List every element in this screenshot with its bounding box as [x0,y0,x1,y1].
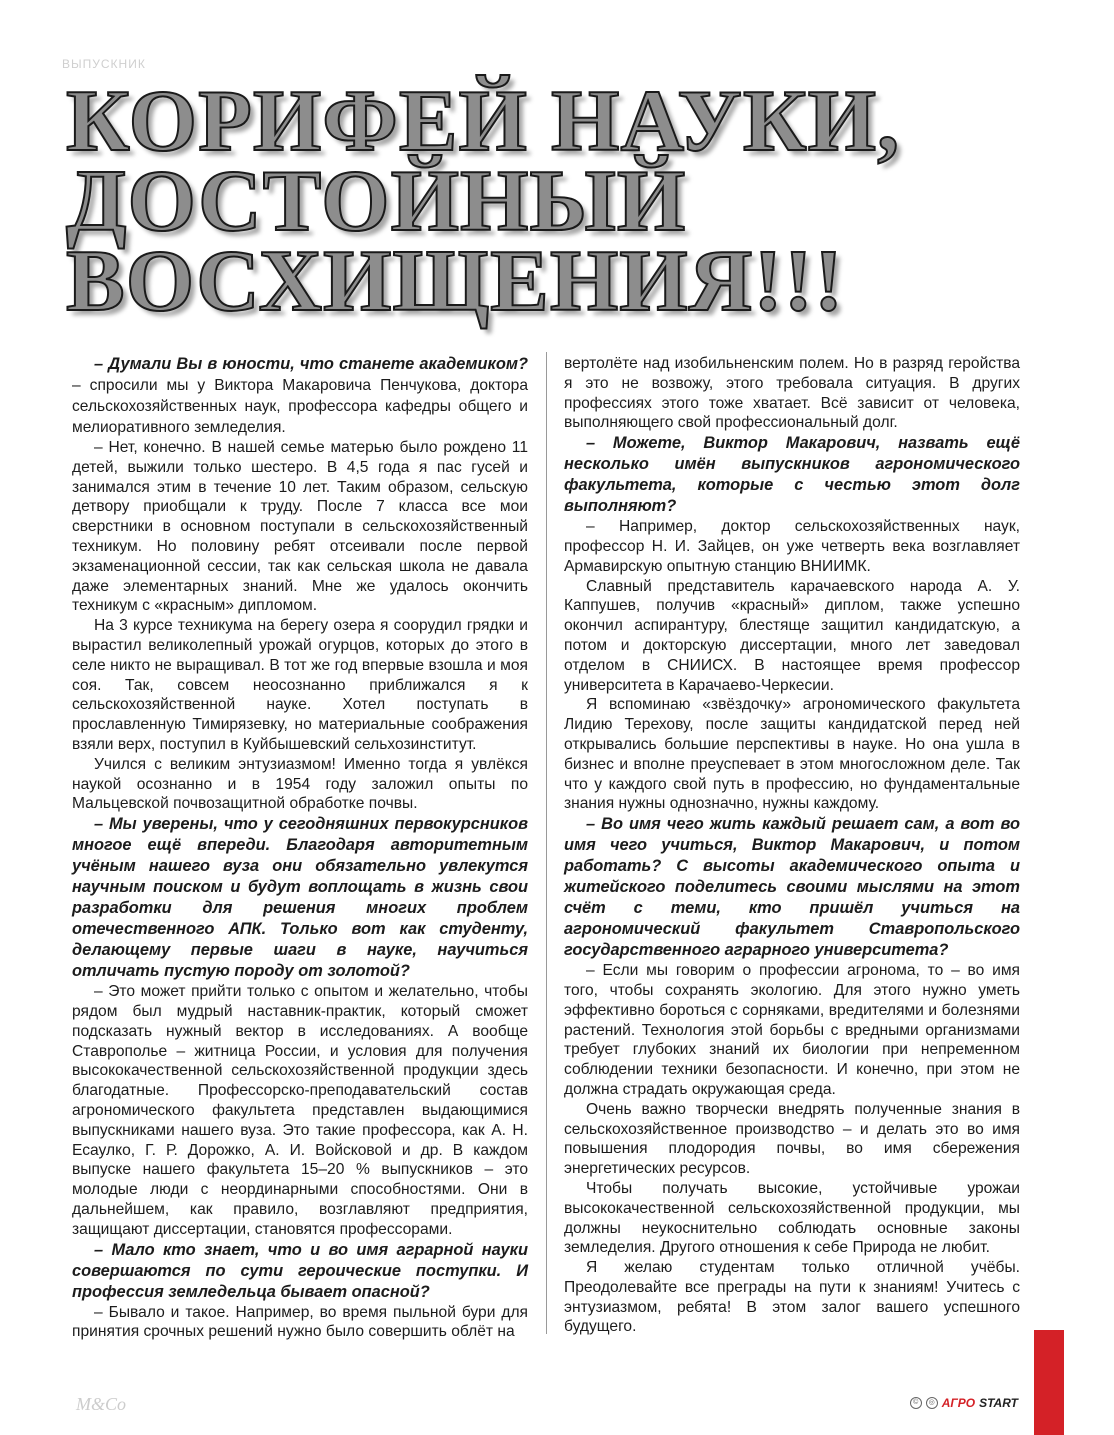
answer-paragraph: На 3 курсе техникума на берегу озера я соорудил грядки и вырастил великолепный урожай огурцов, которых до этого в селе никто не выращивал. В тот же год впервые взошла и моя соя. Так, совсем неосознанно приближался я к сельскохозяйственной науке. Хотел поступать в прославленную Тимирязевку, но материальные соображения взяли верх, поступил в Куйбышевский сельхозинститут. [72,617,528,753]
answer-paragraph: – Если мы говорим о профессии агронома, то – во имя того, чтобы сохранять экологию. Для этого нужно уметь эффективно бороться с сорняками, вредителями и болезнями растений. Технология этой борьбы с вредными организмами требует глубоких знаний их биологии при непременном соблюдении техники безопасности. И конечно, при этом не должна страдать окружающая среда. [564,962,1020,1098]
interview-question [72,814,528,982]
article-column-right [564,354,1020,1337]
answer-paragraph: – Нет, конечно. В нашей семье матерью было рождено 11 детей, выжили только шестеро. В 4,5 года я пас гусей и занимался этим в течение 10 лет. Таким образом, сельскую детвору приобщали к труду. После 7 класса все мои сверстники в основном поступали в сельскохозяйственный техникум. Но половину ребят отсеивали после первой экзаменационной сессии, так как сельская школа не давала даже элементарных знаний. Мне же удалось окончить техникум с «красным» дипломом. [72,439,528,615]
interview-question [564,814,1020,961]
circle-icon: © [910,1397,922,1409]
headline-line-2: ДОСТОЙНЫЙ [66,153,687,250]
column-divider [546,352,547,1334]
article-column-left [72,354,528,1342]
headline-line-3: ВОСХИЩЕНИЯ!!! [66,233,845,330]
answer-paragraph: – Например, доктор сельскохозяйственных наук, профессор Н. И. Зайцев, он уже четверть века возглавляет Армавирскую опытную станцию ВНИИМК. [564,518,1020,575]
answer-paragraph: – Это может прийти только с опытом и желательно, чтобы рядом был мудрый наставник-практик, который сможет подсказать нужный вектор в исследованиях. А вообще Ставрополье – житница России, и условия для получения высококачественной сельскохозяйственной продукции здесь благодатные. Профессорско-преподавательский состав агрономического факультета представлен выдающимися выпускниками нашего вуза. Это такие профессора, как А. Н. Есаулко, Г. Р. Дорожко, А. И. Войсковой и др. В каждом выпуске нашего факультета 15–20 % выпускников – это молодые люди с неординарными способностями. Они в дальнейшем, как правило, возглавляют предприятия, защищают диссертации, становятся профессорами. [72,983,528,1238]
headline-line-1: КОРИФЕЙ НАУКИ, [66,73,901,170]
red-page-tab [1034,1330,1064,1435]
question-text: – Мало кто знает, что и во имя аграрной науки совершаются по сути героические поступки. И профессия земледельца бывает опасной? [72,1240,528,1301]
footer-brand [910,1396,1018,1410]
brand-agro: АГРО [941,1396,976,1410]
brand-start: START [979,1396,1018,1410]
emblem-icon: ◎ [926,1397,938,1409]
footer-logo-mark: M&Co [76,1394,127,1414]
section-tag: ВЫПУСКНИК [62,57,146,71]
question-text: – Во имя чего жить каждый решает сам, а вот во имя чего учиться, Виктор Макарович, и потом работать? С высоты академического опыта и житейского поделитесь своими мыслями на этот счёт с теми, кто пришёл учиться на агрономический факультет Ставропольского государственного аграрного университета? [564,815,1020,960]
article-headline [66,73,946,330]
interview-question [72,354,528,438]
question-text: – Мы уверены, что у сегодняшних первокурсников многое ещё впереди. Благодаря авторитетным учёным нашего вуза они обязательно увлекутся научным поиском и будут воплощать в жизнь свои разработки для решения многих проблем отечественного АПК. Только вот как студенту, делающему первые шаги в науке, научиться отличать пустую породу от золотой? [72,815,528,981]
interview-question [72,1240,528,1303]
answer-paragraph: Я желаю студентам только отличной учёбы. Преодолевайте все преграды на пути к знаниям! Учитесь с энтузиазмом, ребята! В этом залог вашего успешного будущего. [564,1259,1020,1336]
question-text: – Можете, Виктор Макарович, назвать ещё несколько имён выпускников агрономического факультета, которые с честью этот долг выполняют? [564,434,1020,516]
answer-paragraph: Я вспоминаю «звёздочку» агрономического факультета Лидию Терехову, после защиты кандидатской перед ней открывались большие перспективы в науке. Но она ушла в бизнес и вполне преуспевает в этом многосложном деле. Так что у каждого свой путь в профессию, но фундаментальные знания нужны однозначно, нужны каждому. [564,696,1020,813]
question-continuation: – спросили мы у Виктора Макаровича Пенчукова, доктора сельскохозяйственных наук, профессора кафедры общего и мелиоративного земледелия. [72,377,528,436]
answer-paragraph: Учился с великим энтузиазмом! Именно тогда я увлёкся наукой осознанно и в 1954 году заложил опыты по Мальцевской почвозащитной обработке почвы. [72,755,528,813]
answer-paragraph: Славный представитель карачаевского народа А. У. Каппушев, получив «красный» диплом, также успешно окончил аспирантуру, блестяще защитил кандидатскую, а потом и докторскую диссертации, много лет заведовал отделом в СНИИСХ. В настоящее время профессор университета в Карачаево-Черкесии. [564,577,1020,694]
answer-paragraph: Очень важно творчески внедрять полученные знания в сельскохозяйственное производство – и делать это во имя повышения плодородия почвы, во имя сбережения энергетических ресурсов. [564,1100,1020,1178]
answer-paragraph: – Бывало и такое. Например, во время пыльной бури для принятия срочных решений нужно было совершить облёт на [72,1303,528,1341]
answer-paragraph: Чтобы получать высокие, устойчивые урожаи высококачественной сельскохозяйственной продукции, мы должны неукоснительно соблюдать основные законы земледелия. Другого отношения к себе Природа не любит. [564,1179,1020,1257]
interview-question [564,433,1020,517]
answer-paragraph: вертолёте над изобильненским полем. Но в разряд геройства я это не возвожу, этого требовала ситуация. В других профессиях этого тоже хватает. Всё зависит от человека, выполняющего свой профессиональный долг. [564,355,1020,432]
question-text: – Думали Вы в юности, что станете академиком? [94,355,528,373]
